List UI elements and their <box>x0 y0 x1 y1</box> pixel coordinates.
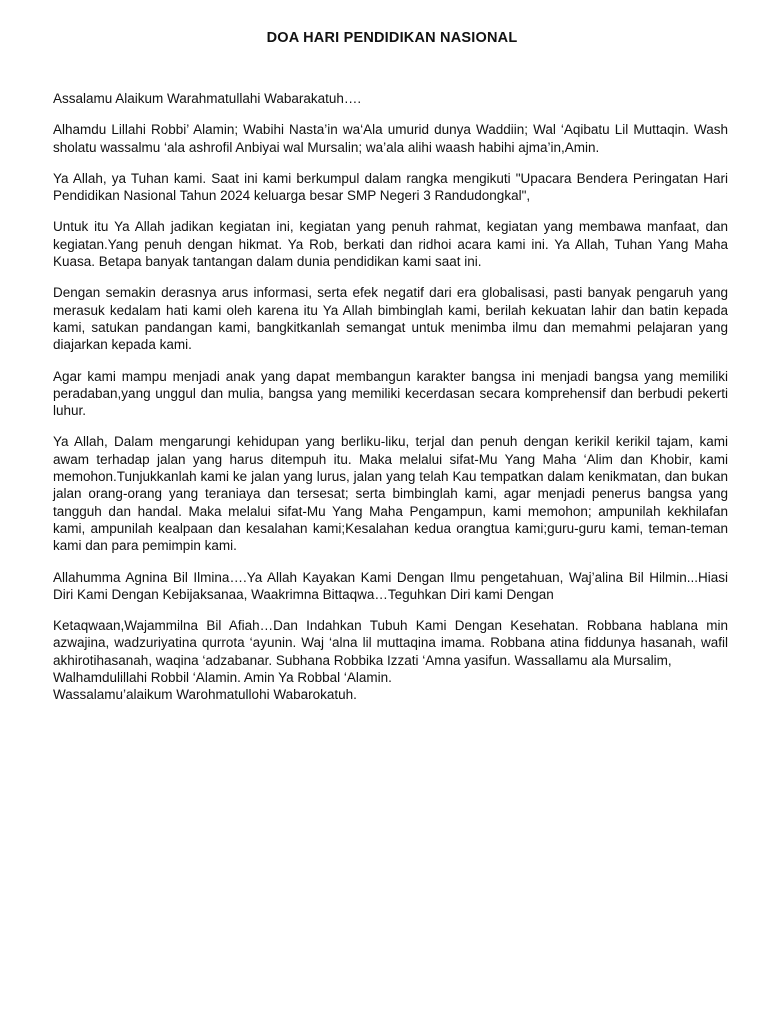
paragraph-hamdalah: Walhamdulillahi Robbil ‘Alamin. Amin Ya Robbal ‘Alamin. <box>53 670 392 686</box>
paragraph-globalization: Dengan semakin derasnya arus informasi, serta efek negatif dari era globalisasi, pasti banyak pengaruh yang merasuk kedalam hati kami oleh karena itu Ya Allah bimbinglah kami, berilah kekuatan lahir dan batin kepada kami, satukan pandangan kami, bangkitkanlah semangat untuk menimba ilmu dan memahmi pelajaran yang diajarkan kepada kami. <box>53 285 728 353</box>
document-body <box>53 90 728 704</box>
paragraph-taqwa: Ketaqwaan,Wajammilna Bil Afiah…Dan Indahkan Tubuh Kami Dengan Kesehatan. Robbana hablana min azwajina, wadzuriyatina qurrota ‘ayunin. Waj ‘alna lil muttaqina imama. Robbana atina fiddunya hasanah, wafil akhirotihasanah, waqina ‘adzabanar. Subhana Robbika Izzati ‘Amna yasifun. Wassallamu ala Mursalim, <box>53 618 728 668</box>
paragraph-greeting: Assalamu Alaikum Warahmatullahi Wabarakatuh…. <box>53 91 362 106</box>
paragraph-gathering: Ya Allah, ya Tuhan kami. Saat ini kami berkumpul dalam rangka mengikuti "Upacara Bendera Peringatan Hari Pendidikan Nasional Tahun 2024 keluarga besar SMP Negeri 3 Randudongkal", <box>53 170 728 204</box>
paragraph-activity-blessing: Untuk itu Ya Allah jadikan kegiatan ini, kegiatan yang penuh rahmat, kegiatan yang membawa manfaat, dan kegiatan.Yang penuh dengan hikmat. Ya Rob, berkati dan ridhoi acara kami ini. Ya Allah, Tuhan Yang Maha Kuasa. Betapa banyak tantangan dalam dunia pendidikan kami saat ini. <box>53 219 728 270</box>
paragraph-knowledge: Allahumma Agnina Bil Ilmina….Ya Allah Kayakan Kami Dengan Ilmu pengetahuan, Waj’alina Bil Hilmin...Hiasi Diri Kami Dengan Kebijaksanaa, Waakrimna Bittaqwa…Teguhkan Diri kami Dengan <box>53 569 728 602</box>
document-title: DOA HARI PENDIDIKAN NASIONAL <box>266 30 518 46</box>
paragraph-character: Agar kami mampu menjadi anak yang dapat membangun karakter bangsa ini menjadi bangsa yang memiliki peradaban,yang unggul dan mulia, bangsa yang memiliki kecerdasan secara komprehensif dan berbudi pekerti luhur. <box>53 368 728 419</box>
paragraph-closing-greeting: Wassalamu’alaikum Warohmatullohi Wabarokatuh. <box>53 687 357 703</box>
paragraph-opening-praise: Alhamdu Lillahi Robbi’ Alamin; Wabihi Nasta’in wa‘Ala umurid dunya Waddiin; Wal ‘Aqibatu Lil Muttaqin. Wash sholatu wassalmu ‘ala ashrofil Anbiyai wal Mursalin; wa’ala alihi waash habihi ajma’in,Amin. <box>53 122 728 155</box>
paragraph-guidance: Ya Allah, Dalam mengarungi kehidupan yang berliku-liku, terjal dan penuh dengan kerikil kerikil tajam, kami awam terhadap jalan yang harus ditempuh itu. Maka melalui sifat-Mu Yang Maha ‘Alim dan Khobir, kami memohon.Tunjukkanlah kami ke jalan yang lurus, jalan yang telah Kau tempatkan dalam kenikmatan, dan bukan jalan orang-orang yang teraniaya dan tersesat; serta bimbinglah kami, agar menjadi penerus bangsa yang tangguh dan handal. Maka melalui sifat-Mu Yang Maha Pengampun, kami memohon; ampunilah kekhilafan kami, ampunilah kealpaan dan kesalahan kami;Kesalahan kedua orangtua kami;guru-guru kami, teman-teman kami dan para pemimpin kami. <box>53 434 728 554</box>
